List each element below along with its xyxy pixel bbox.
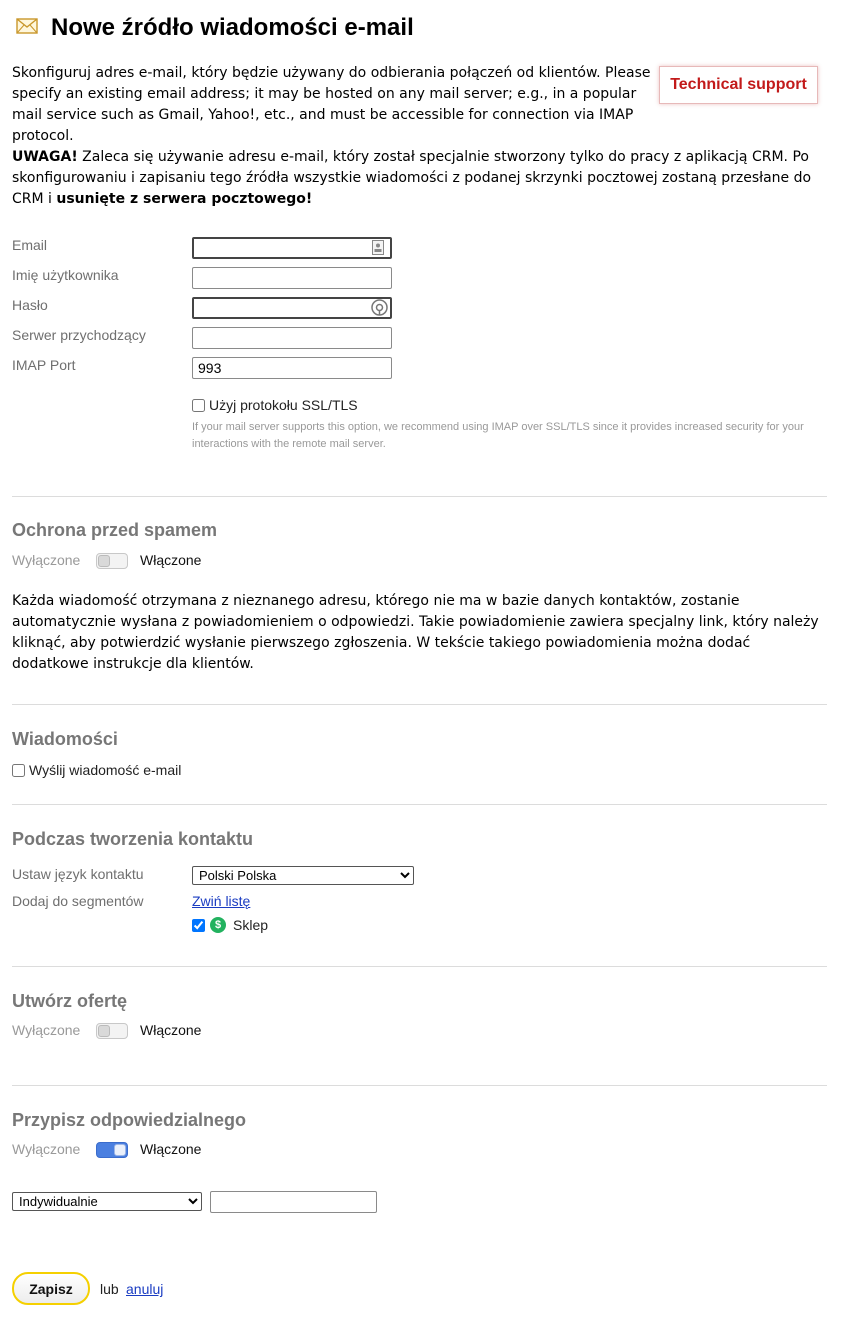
cancel-link[interactable]: anuluj — [126, 1281, 164, 1297]
toggle-knob — [98, 1025, 110, 1037]
contact-heading: Podczas tworzenia kontaktu — [12, 829, 254, 849]
send-email-label: Wyślij wiadomość e-mail — [29, 762, 182, 778]
warning-label: UWAGA! — [12, 149, 78, 165]
password-label: Hasło — [12, 297, 48, 313]
offer-off-label: Wyłączone — [12, 1022, 81, 1038]
password-manager-icon[interactable] — [371, 299, 388, 316]
server-label: Serwer przychodzący — [12, 327, 146, 343]
save-button[interactable]: Zapisz — [12, 1272, 90, 1305]
or-label: lub — [100, 1281, 119, 1297]
username-label: Imię użytkownika — [12, 267, 119, 283]
password-field[interactable] — [192, 297, 392, 319]
toggle-knob — [114, 1144, 126, 1156]
contact-card-icon — [372, 240, 384, 255]
intro-text: Skonfiguruj adres e-mail, który będzie używany do odbierania połączeń od klientów. Please specify an existing email address; it may be hosted on any mail server; e.g., in a popular mail service such as Gmail, Yahoo!, etc., and must be accessible for connection via IMAP protocol. — [12, 65, 651, 144]
warning-emphasis: usunięte z serwera pocztowego! — [56, 191, 313, 207]
dollar-icon: $ — [210, 917, 226, 933]
assign-mode-select[interactable] — [12, 1192, 202, 1211]
imap-port-label: IMAP Port — [12, 357, 76, 373]
spam-description: Każda wiadomość otrzymana z nieznanego adresu, którego nie ma w bazie danych kontaktów, zostanie automatycznie wysłana z powiadomieniem o odpowiedzi. Takie powiadomienie zawiera specjalny link, który należy kliknąć, aby potwierdzić wysłanie pierwszego zgłoszenia. W tekście takiego powiadomienia można dodać dodatkowe instrukcje dla klientów. — [12, 593, 819, 672]
email-label: Email — [12, 237, 48, 253]
toggle-knob — [98, 555, 110, 567]
spam-on-label: Włączone — [140, 552, 202, 568]
segment-sklep-label: Sklep — [233, 917, 269, 933]
email-field[interactable] — [192, 237, 392, 259]
divider — [12, 804, 827, 805]
spam-toggle[interactable] — [96, 553, 128, 569]
assign-off-label: Wyłączone — [12, 1141, 81, 1157]
offer-heading: Utwórz ofertę — [12, 991, 128, 1011]
language-label: Ustaw język kontaktu — [12, 866, 144, 882]
divider — [12, 496, 827, 497]
offer-on-label: Włączone — [140, 1022, 202, 1038]
collapse-list-link[interactable]: Zwiń listę — [192, 893, 251, 909]
username-field[interactable] — [192, 267, 392, 289]
divider — [12, 704, 827, 705]
warning-text — [12, 147, 827, 210]
ssl-label: Użyj protokołu SSL/TLS — [209, 397, 358, 413]
spam-off-label: Wyłączone — [12, 552, 81, 568]
divider — [12, 966, 827, 967]
assign-toggle[interactable] — [96, 1142, 128, 1158]
divider — [12, 1085, 827, 1086]
ssl-hint: If your mail server supports this option, we recommend using IMAP over SSL/TLS since it provides increased security for your interactions with the remote mail server. — [192, 421, 804, 450]
language-select[interactable] — [192, 866, 414, 885]
offer-toggle[interactable] — [96, 1023, 128, 1039]
responsible-person-field[interactable] — [210, 1191, 377, 1213]
assign-heading: Przypisz odpowiedzialnego — [12, 1110, 247, 1130]
send-email-checkbox[interactable] — [12, 764, 25, 777]
technical-support-button[interactable]: Technical support — [659, 66, 818, 104]
assign-on-label: Włączone — [140, 1141, 202, 1157]
segment-sklep-checkbox[interactable] — [192, 919, 205, 932]
page-title: Nowe źródło wiadomości e-mail — [51, 14, 414, 41]
messages-heading: Wiadomości — [12, 729, 118, 749]
warning-body: Zaleca się używanie adresu e-mail, który został specjalnie stworzony tylko do pracy z aplikacją CRM. Po skonfigurowaniu i zapisaniu tego źródła wszystkie wiadomości z podanej skrzynki pocztowej zostaną przesłane do CRM i — [12, 149, 812, 207]
segments-label: Dodaj do segmentów — [12, 893, 144, 909]
spam-heading: Ochrona przed spamem — [12, 520, 218, 540]
imap-port-field[interactable] — [192, 357, 392, 379]
envelope-icon — [16, 18, 38, 34]
incoming-server-field[interactable] — [192, 327, 392, 349]
ssl-checkbox[interactable] — [192, 399, 205, 412]
